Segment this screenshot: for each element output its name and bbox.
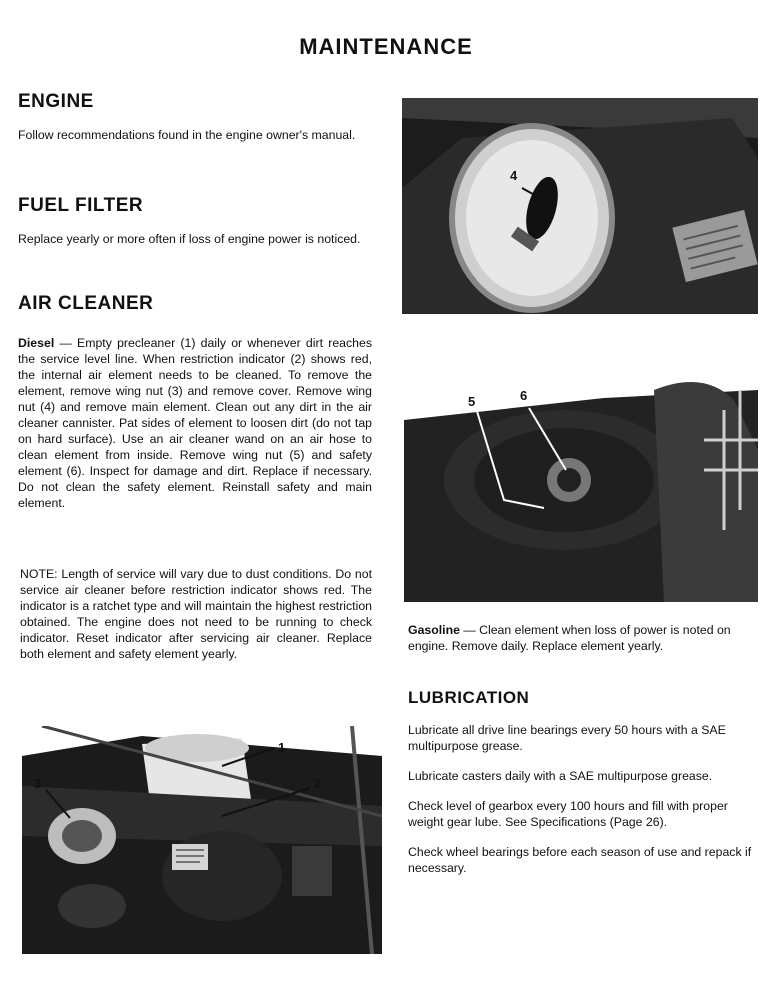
fuel-filter-section bbox=[18, 195, 372, 247]
callout-2: 2 bbox=[314, 776, 322, 791]
gasoline-text: — Clean element when loss of power is noted on engine. Remove daily. Replace element yearly. bbox=[408, 623, 731, 653]
page-title: MAINTENANCE bbox=[299, 34, 473, 59]
diesel-paragraph bbox=[18, 335, 372, 511]
gasoline-lead: Gasoline bbox=[408, 623, 460, 637]
photo-safety-element bbox=[404, 370, 758, 602]
note-section bbox=[20, 566, 372, 662]
fuel-filter-text: Replace yearly or more often if loss of engine power is noticed. bbox=[18, 232, 361, 246]
lubrication-item: Check wheel bearings before each season of use and repack if necessary. bbox=[408, 845, 752, 875]
engine-section bbox=[18, 91, 372, 143]
callout-1: 1 bbox=[278, 740, 286, 755]
lubrication-heading: LUBRICATION bbox=[408, 688, 530, 707]
gasoline-paragraph bbox=[408, 622, 758, 654]
callout-3: 3 bbox=[34, 776, 42, 791]
lubrication-item: Check level of gearbox every 100 hours and fill with proper weight gear lube. See Specifications (Page 26). bbox=[408, 799, 728, 829]
photo-precleaner bbox=[22, 726, 382, 954]
diesel-lead: Diesel bbox=[18, 336, 55, 350]
note-text: NOTE: Length of service will vary due to dust conditions. Do not service air cleaner before restriction indicator shows red. The indicator is a ratchet type and will maintain the highest restriction obtained. The engine does not need to be running to check indicator. Reset indicator after servicing air cleaner. Replace both element and safety element yearly. bbox=[20, 567, 372, 661]
engine-heading: ENGINE bbox=[18, 91, 94, 112]
engine-text: Follow recommendations found in the engine owner's manual. bbox=[18, 128, 356, 142]
fuel-filter-heading: FUEL FILTER bbox=[18, 195, 144, 216]
lubrication-item: Lubricate all drive line bearings every 50 hours with a SAE multipurpose grease. bbox=[408, 723, 726, 753]
lubrication-section bbox=[408, 688, 760, 890]
callout-4: 4 bbox=[510, 168, 518, 183]
callout-5: 5 bbox=[468, 394, 476, 409]
gasoline-section bbox=[408, 622, 758, 654]
lubrication-item: Lubricate casters daily with a SAE multipurpose grease. bbox=[408, 769, 713, 783]
diesel-text: — Empty precleaner (1) daily or whenever dirt reaches the service level line. When restriction indicator (2) shows red, the internal air element needs to be cleaned. To remove the element, remove wing nut (3) and remove cover. Remove wing nut (4) and remove main element. Clean out any dirt in the air cleaner cannister. Pat sides of element to loosen dirt (do not tap on hard surface). Use an air cleaner wand on an air hose to clean element from inside. Remove wing nut (5) and safety element (6). Inspect for damage and dirt. Replace if necessary. Do not clean the safety element. Reinstall safety and main element. bbox=[18, 336, 372, 510]
photo-air-cleaner-cover bbox=[402, 98, 758, 314]
callout-6: 6 bbox=[520, 388, 528, 403]
air-cleaner-heading: AIR CLEANER bbox=[18, 293, 154, 314]
air-cleaner-section bbox=[18, 293, 372, 511]
